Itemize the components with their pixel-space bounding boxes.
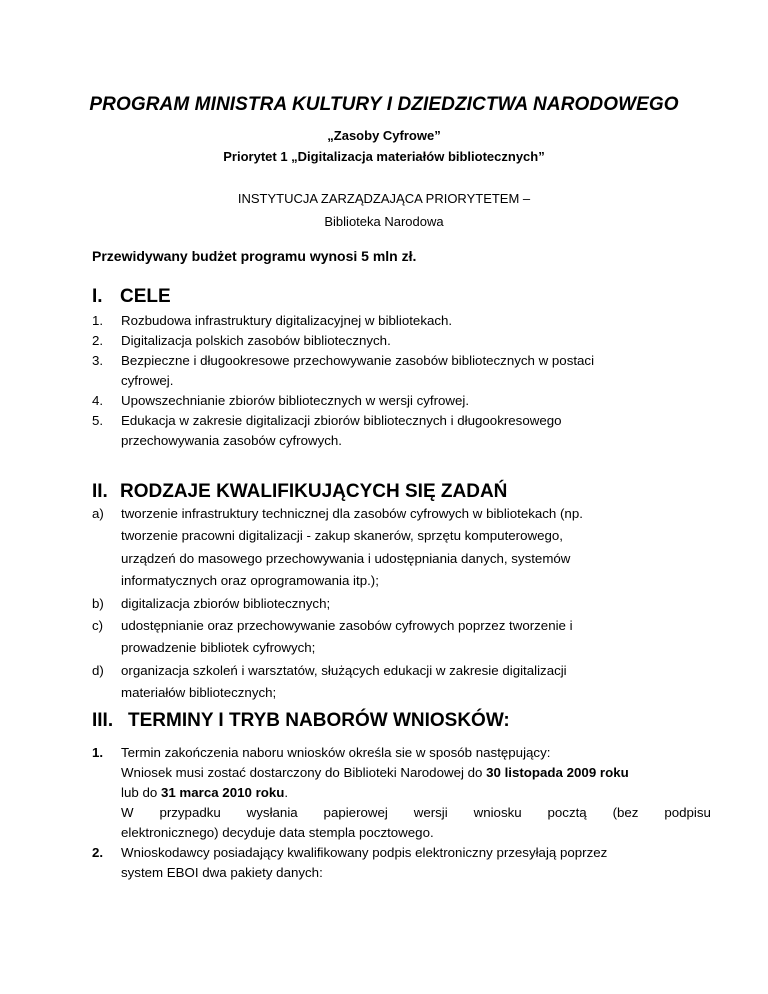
- list-item: [92, 311, 692, 331]
- list-item: [92, 411, 692, 451]
- section-heading-terms: [92, 710, 510, 732]
- item-line: Rozbudowa infrastruktury digitalizacyjnej w bibliotekach.: [121, 313, 453, 328]
- institution-label: INSTYTUCJA ZARZĄDZAJĄCA PRIORYTETEM –: [237, 191, 531, 206]
- tasks-list: [92, 503, 692, 705]
- list-item: [92, 593, 692, 615]
- list-marker: 3.: [92, 353, 104, 368]
- list-marker: d): [92, 662, 104, 678]
- item-line: informatycznych oraz oprogramowania itp.);: [121, 573, 379, 589]
- item-line: udostępnianie oraz przechowywanie zasobów cyfrowych poprzez tworzenie i: [121, 618, 573, 634]
- word: wniosku: [473, 805, 522, 820]
- deadline-date-2: 31 marca 2010 roku: [160, 785, 285, 800]
- goals-list: [92, 311, 692, 451]
- item-line: tworzenie infrastruktury technicznej dla zasobów cyfrowych w bibliotekach (np.: [121, 506, 583, 521]
- list-item: [92, 843, 692, 883]
- program-name: „Zasoby Cyfrowe”: [327, 128, 441, 143]
- deadline-date-1: 30 listopada 2009 roku: [486, 765, 629, 780]
- item-line: urządzeń do masowego przechowywania i udostępniania danych, systemów: [121, 550, 571, 566]
- item-line: elektronicznego) decyduje data stempla pocztowego.: [121, 825, 434, 840]
- list-item: [92, 351, 692, 391]
- item-line: system EBOI dwa pakiety danych:: [121, 865, 323, 880]
- item-line: digitalizacja zbiorów bibliotecznych;: [121, 595, 331, 611]
- list-marker: b): [92, 595, 104, 611]
- list-item: [92, 743, 711, 843]
- word: wysłania: [246, 805, 298, 820]
- institution-name: Biblioteka Narodowa: [324, 214, 444, 229]
- list-item: [92, 391, 692, 411]
- list-item: [92, 660, 692, 705]
- word: przypadku: [159, 805, 221, 820]
- item-line: tworzenie pracowni digitalizacji - zakup skanerów, sprzętu komputerowego,: [121, 528, 563, 544]
- priority-name: Priorytet 1 „Digitalizacja materiałów bibliotecznych”: [223, 149, 545, 164]
- word: (bez: [612, 805, 639, 820]
- section-heading-goals: [92, 286, 171, 308]
- item-line: przechowywania zasobów cyfrowych.: [121, 433, 342, 448]
- list-marker: 5.: [92, 413, 104, 428]
- item-line: Wnioskodawcy posiadający kwalifikowany podpis elektroniczny przesyłają poprzez: [121, 845, 608, 860]
- word: podpisu: [664, 805, 711, 820]
- list-marker: 4.: [92, 393, 104, 408]
- word: wersji: [413, 805, 448, 820]
- list-item: [92, 503, 692, 593]
- item-line-justified: [121, 803, 711, 823]
- item-line: organizacja szkoleń i warsztatów, służących edukacji w zakresie digitalizacji: [121, 662, 567, 678]
- section-number: III.: [92, 710, 114, 731]
- page-title: PROGRAM MINISTRA KULTURY I DZIEDZICTWA NARODOWEGO: [89, 94, 679, 115]
- section-heading-tasks: [92, 481, 507, 503]
- list-marker: c): [92, 618, 104, 634]
- list-marker: 2.: [92, 845, 104, 860]
- section-number: I.: [92, 286, 103, 307]
- item-line: Wniosek musi zostać dostarczony do Biblioteki Narodowej do 30 listopada 2009 roku: [121, 765, 629, 780]
- word: pocztą: [547, 805, 587, 820]
- item-line: cyfrowej.: [121, 373, 174, 388]
- list-item: [92, 331, 692, 351]
- word: W: [121, 805, 134, 820]
- section-title: RODZAJE KWALIFIKUJĄCYCH SIĘ ZADAŃ: [120, 481, 508, 502]
- list-item: [92, 615, 692, 660]
- item-line: Bezpieczne i długookresowe przechowywanie zasobów bibliotecznych w postaci: [121, 353, 595, 368]
- section-title: TERMINY I TRYB NABORÓW WNIOSKÓW:: [128, 710, 510, 731]
- item-line: materiałów bibliotecznych;: [121, 685, 277, 701]
- list-marker: 1.: [92, 745, 104, 760]
- section-title: CELE: [120, 286, 171, 307]
- terms-list: [92, 743, 711, 883]
- section-number: II.: [92, 481, 108, 502]
- item-line: lub do 31 marca 2010 roku.: [121, 785, 289, 800]
- item-line: Termin zakończenia naboru wniosków określa sie w sposób następujący:: [121, 745, 551, 760]
- item-line: Edukacja w zakresie digitalizacji zbiorów bibliotecznych i długookresowego: [121, 413, 562, 428]
- list-marker: 1.: [92, 313, 104, 328]
- item-line: Digitalizacja polskich zasobów bibliotecznych.: [121, 333, 391, 348]
- list-marker: a): [92, 506, 104, 521]
- item-line: Upowszechnianie zbiorów bibliotecznych w wersji cyfrowej.: [121, 393, 470, 408]
- word: papierowej: [323, 805, 388, 820]
- item-line: prowadzenie bibliotek cyfrowych;: [121, 640, 316, 656]
- list-marker: 2.: [92, 333, 104, 348]
- budget-statement: Przewidywany budżet programu wynosi 5 mln zł.: [92, 248, 417, 264]
